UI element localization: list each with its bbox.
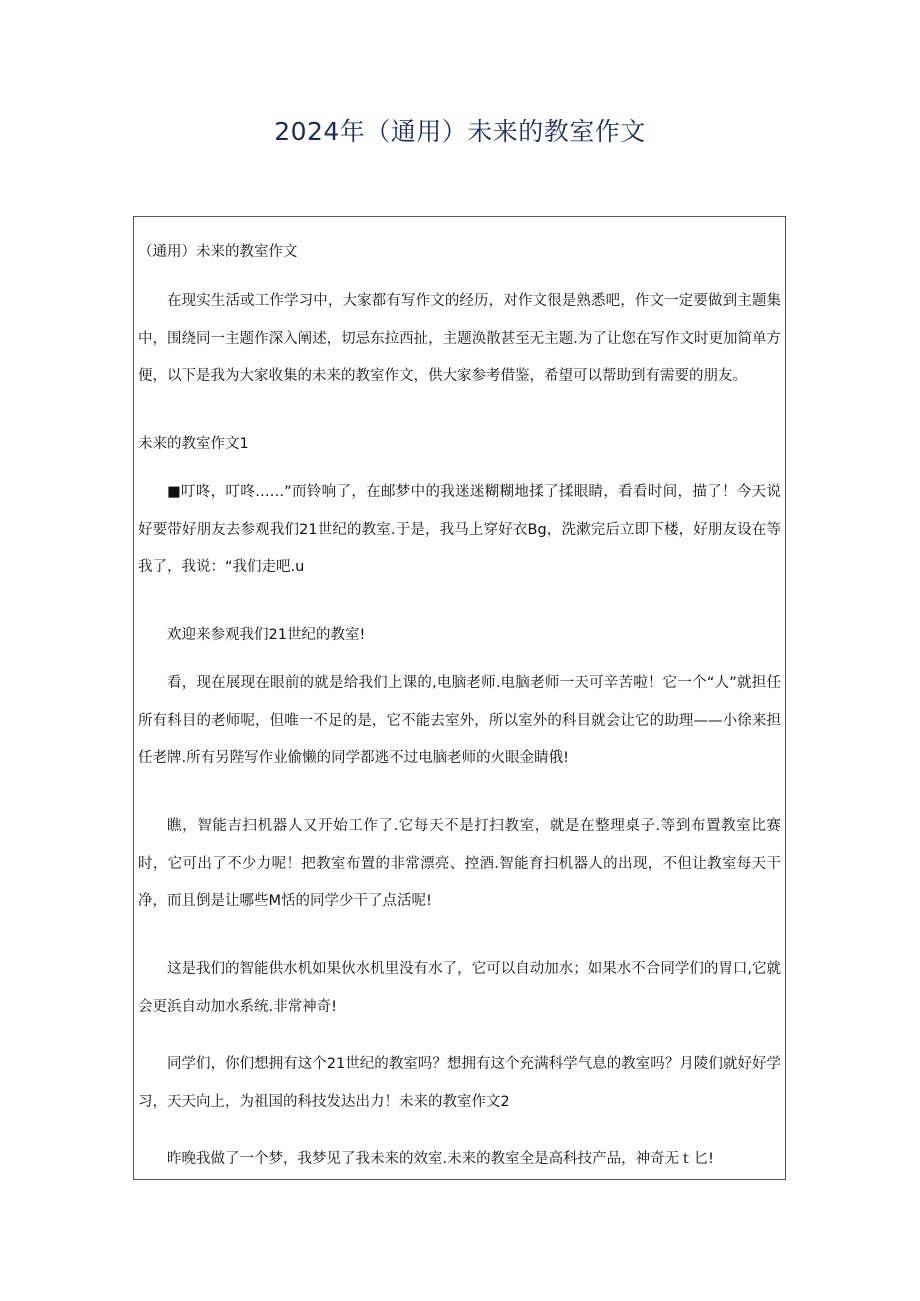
essay-paragraph: 昨晚我做了一个梦，我梦见了我未来的效室.未来的教室全是高科技产品，神奇无ｔ匕!	[167, 1151, 714, 1167]
essay-1-heading: 未来的教室作文1	[138, 436, 249, 452]
essay-subtitle: （通用）未来的教室作文	[138, 244, 298, 260]
essay-paragraph: 欢迎来参观我们21世纪的教室!	[167, 627, 366, 643]
page-title: 2024年（通用）未来的教室作文	[274, 117, 646, 146]
intro-paragraph: 在现实生活或工作学习中，大家都有写作文的经历，对作文很是熟悉吧，作文一定要做到主题集中，围绕同一主题作深入阐述，切忌东拉西扯，主题涣散甚至无主题.为了让您在写作文时更加简单方便，以下是我为大家收集的未来的教室作文，供大家参考借鉴，希望可以帮助到有需要的朋友。	[138, 293, 781, 384]
essay-content-box	[133, 216, 786, 1180]
essay-paragraph: 瞧，智能吉扫机器人又开始工作了.它每天不是打扫教室，就是在整理桌子.等到布置教室比赛时，它可出了不少力呢！把教室布置的非常漂亮、控酒.智能育扫机器人的出现，不但让教室每天干净，而且倒是让哪些M恬的同学少干了点活呢!	[138, 818, 781, 909]
essay-paragraph: 这是我们的智能供水机如果伙水机里没有水了，它可以自动加水；如果水不合同学们的胃口,它就会更浜自动加水系统.非常神奇!	[138, 961, 781, 1015]
essay-paragraph: 看，现在展现在眼前的就是给我们上课的,电脑老师.电脑老师一天可辛苦啦！它一个“人”就担任所有科目的老师呢，但唯一不足的是，它不能去室外，所以室外的科目就会让它的助理——小徐来担任老牌.所有另陛写作业偷懒的同学都逃不过电脑老师的火眼金睛俄!	[138, 675, 781, 766]
essay-paragraph: 同学们，你们想拥有这个21世纪的教室吗？想拥有这个充满科学气息的教室吗？月陵们就好好学习，天天向上，为祖国的科技发达出力！未来的教室作文2	[138, 1056, 781, 1110]
essay-paragraph: ■叮咚，叮咚……”而铃响了，在邮梦中的我迷迷糊糊地揉了揉眼睛，看看时间，描了！今天说好要带好朋友去参观我们21世纪的教室.于是，我马上穿好衣Bg，洗漱完后立即下楼，好朋友设在等我了，我说：“我们走吧.u	[138, 484, 781, 575]
